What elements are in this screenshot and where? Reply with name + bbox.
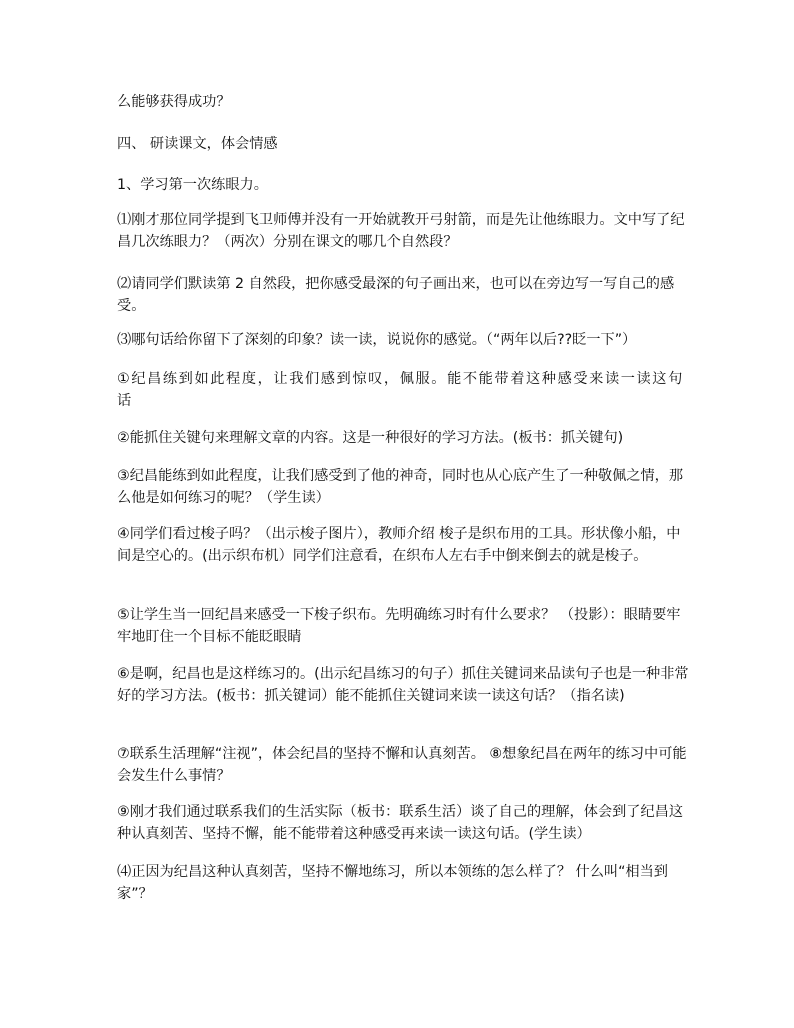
paragraph-step-3: ⑶哪句话给你留下了深刻的印象？读一读，说说你的感觉。（“两年以后??眨一下”） xyxy=(117,332,637,348)
paragraph-point-4: ④同学们看过梭子吗？（出示梭子图片），教师介绍 梭子是织布用的工具。形状像小船，中间是空心的。(出示织布机）同学们注意看，在织布人左右手中倒来倒去的就是梭子。 xyxy=(117,526,681,564)
paragraph-point-6: ⑥是啊，纪昌也是这样练习的。(出示纪昌练习的句子）抓住关键词来品读句子也是一种非常好的学习方法。(板书：抓关键词）能不能抓住关键词来读一读这句话？（指名读) xyxy=(117,666,689,704)
paragraph-point-9: ⑨刚才我们通过联系我们的生活实际（板书：联系生活）谈了自己的理解，体会到了纪昌这种认真刻苦、坚持不懈，能不能带着这种感受再来读一读这句话。(学生读） xyxy=(117,804,684,842)
paragraph-step-1: ⑴刚才那位同学提到飞卫师傅并没有一开始就教开弓射箭，而是先让他练眼力。文中写了纪昌几次练眼力？（两次）分别在课文的哪几个自然段？ xyxy=(117,212,685,250)
paragraph-point-7-8: ⑦联系生活理解“注视”，体会纪昌的坚持不懈和认真刻苦。 ⑧想象纪昌在两年的练习中可能会发生什么事情？ xyxy=(117,746,687,784)
section-heading: 四、 研读课文，体会情感 xyxy=(117,136,278,152)
paragraph-point-1: ①纪昌练到如此程度，让我们感到惊叹，佩服。能不能带着这种感受来读一读这句话 xyxy=(117,371,684,409)
paragraph-continuation: 么能够获得成功？ xyxy=(117,94,231,110)
paragraph-step-2: ⑵请同学们默读第 2 自然段，把你感受最深的句子画出来，也可以在旁边写一写自己的感受。 xyxy=(117,276,675,314)
subsection-heading: 1、学习第一次练眼力。 xyxy=(117,177,268,193)
paragraph-point-2: ②能抓住关键句来理解文章的内容。这是一种很好的学习方法。(板书：抓关键句) xyxy=(117,430,624,446)
paragraph-step-4: ⑷正因为纪昌这种认真刻苦，坚持不懈地练习，所以本领练的怎么样了？ 什么叫“相当到家”？ xyxy=(117,864,668,902)
paragraph-point-5: ⑤让学生当一回纪昌来感受一下梭子织布。先明确练习时有什么要求？ （投影）：眼睛要牢牢地盯住一个目标不能眨眼睛 xyxy=(117,607,681,645)
paragraph-point-3: ③纪昌能练到如此程度，让我们感受到了他的神奇，同时也从心底产生了一种敬佩之情，那么他是如何练习的呢？（学生读） xyxy=(117,468,684,506)
